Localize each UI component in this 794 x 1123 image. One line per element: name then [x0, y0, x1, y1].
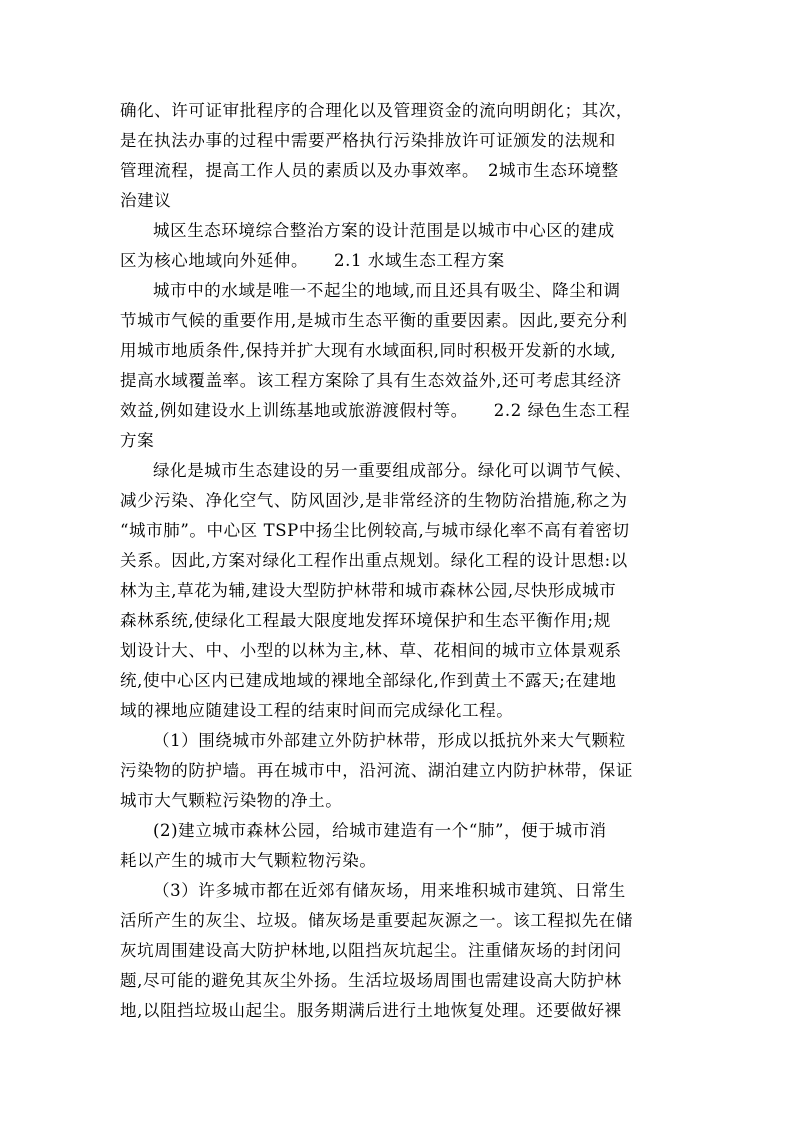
text-line: 确化、许可证审批程序的合理化以及管理资金的流向明朗化；其次，: [120, 101, 633, 120]
text-line: 灰坑周围建设高大防护林地,以阻挡灰坑起尘。注重储灰场的封闭问: [120, 941, 622, 960]
text-line: 题,尽可能的避免其灰尘外扬。生活垃圾场周围也需建设高大防护林: [120, 971, 622, 990]
text-line: 城区生态环境综合整治方案的设计范围是以城市中心区的建成: [153, 221, 615, 240]
text-line: 方案: [120, 431, 155, 450]
text-line: 城市中的水域是唯一不起尘的地域,而且还具有吸尘、降尘和调: [153, 281, 621, 300]
text-line: 用城市地质条件,保持并扩大现有水域面积,同时积极开发新的水域,: [120, 341, 617, 360]
body-text: [120, 96, 690, 1026]
text-line: 提高水域覆盖率。该工程方案除了具有生态效益外,还可考虑其经济: [120, 371, 622, 390]
text-line: 减少污染、净化空气、防风固沙,是非常经济的生物防治措施,称之为: [120, 491, 628, 510]
text-line: 统,使中心区内已建成地域的裸地全部绿化,作到黄土不露天;在建地: [120, 671, 617, 690]
text-line: 域的裸地应随建设工程的结束时间而完成绿化工程。: [120, 701, 514, 720]
text-line: 城市大气颗粒污染物的净土。: [120, 791, 343, 810]
text-line: 效益,例如建设水上训练基地或旅游渡假村等。 2.2 绿色生态工程: [120, 401, 631, 420]
text-line: 地,以阻挡垃圾山起尘。服务期满后进行土地恢复处理。还要做好裸: [120, 1001, 622, 1020]
text-line: 节城市气候的重要作用,是城市生态平衡的重要因素。因此,要充分利: [120, 311, 628, 330]
text-line: 是在执法办事的过程中需要严格执行污染排放许可证颁发的法规和: [120, 131, 616, 150]
text-line: 关系。因此,方案对绿化工程作出重点规划。绿化工程的设计思想:以: [120, 551, 628, 570]
text-line: (2)建立城市森林公园，给城市建造有一个“肺”，便于城市消: [153, 821, 607, 840]
text-line: 林为主,草花为辅,建设大型防护林带和城市森林公园,尽快形成城市: [120, 581, 617, 600]
text-line: 活所产生的灰尘、垃圾。储灰场是重要起灰源之一。该工程拟先在储: [120, 911, 633, 930]
text-line: 管理流程，提高工作人员的素质以及办事效率。 2城市生态环境整: [120, 161, 619, 180]
text-line: （1）围绕城市外部建立外防护林带，形成以抵抗外来大气颗粒: [153, 731, 626, 750]
text-line: 污染物的防护墙。再在城市中，沿河流、湖泊建立内防护林带，保证: [120, 761, 633, 780]
text-line: 森林系统,使绿化工程最大限度地发挥环境保护和生态平衡作用;规: [120, 611, 611, 630]
text-line: 区为核心地域向外延伸。 2.1 水域生态工程方案: [120, 251, 505, 270]
text-line: “城市肺”。中心区 TSP中扬尘比例较高,与城市绿化率不高有着密切: [120, 521, 630, 540]
text-line: 耗以产生的城市大气颗粒物污染。: [120, 851, 377, 870]
text-line: 绿化是城市生态建设的另一重要组成部分。绿化可以调节气候、: [153, 461, 632, 480]
text-line: 划设计大、中、小型的以林为主,林、草、花相间的城市立体景观系: [120, 641, 622, 660]
text-line: （3）许多城市都在近郊有储灰场，用来堆积城市建筑、日常生: [153, 881, 626, 900]
text-line: 治建议: [120, 191, 172, 210]
